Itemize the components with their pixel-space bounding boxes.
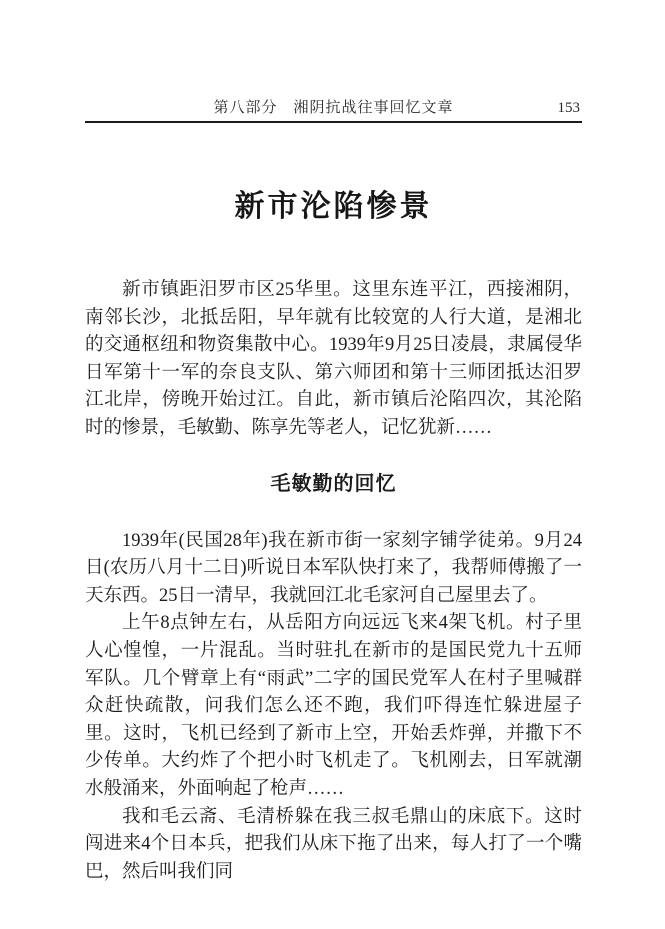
- section-heading: 毛敏勤的回忆: [270, 472, 397, 495]
- intro-paragraph: 新市镇距汨罗市区25华里。这里东连平江，西接湘阴，南邻长沙，北抵岳阳，早年就有比较宽的人行大道，是湘北的交通枢纽和物资集散中心。1939年9月25日凌晨，隶属侵华日军第十一军的奈良支队、第六师团和第十三师团抵达汨罗江北岸，傍晚开始过江。自此，新市镇后沦陷四次，其沦陷时的惨景，毛敏勤、陈享先等老人，记忆犹新……: [85, 280, 582, 438]
- article-title: 新市沦陷惨景: [234, 190, 433, 223]
- body-paragraph-2: 上午8点钟左右，从岳阳方向远远飞来4架飞机。村子里人心惶惶，一片混乱。当时驻扎在新市的是国民党九十五师军队。几个臂章上有“雨武”二字的国民党军人在村子里喊群众赶快疏散，问我们怎么还不跑，我们吓得连忙躲进屋子里。这时，飞机已经到了新市上空，开始丢炸弹，并撒下不少传单。大约炸了个把小时飞机走了。飞机刚去，日军就潮水般涌来，外面响起了枪声……: [85, 613, 582, 799]
- article-body: [85, 277, 582, 886]
- page-number: 153: [557, 100, 580, 116]
- running-head-title: 第八部分 湘阴抗战往事回忆文章: [213, 100, 454, 116]
- page-header: [85, 0, 582, 123]
- body-paragraph-1: 1939年(民国28年)我在新市街一家刻字铺学徒弟。9月24日(农历八月十二日)听说日本军队快打来了，我帮师傅搬了一天东西。25日一清早，我就回江北毛家河自己屋里去了。: [85, 530, 582, 606]
- header-divider-rule: [85, 121, 582, 123]
- article-content: [85, 187, 582, 886]
- body-paragraph-3: 我和毛云斋、毛清桥躲在我三叔毛鼎山的床底下。这时闯进来4个日本兵，把我们从床下拖了出来，每人打了一个嘴巴，然后叫我们同: [85, 806, 582, 882]
- running-head-row: [85, 99, 582, 117]
